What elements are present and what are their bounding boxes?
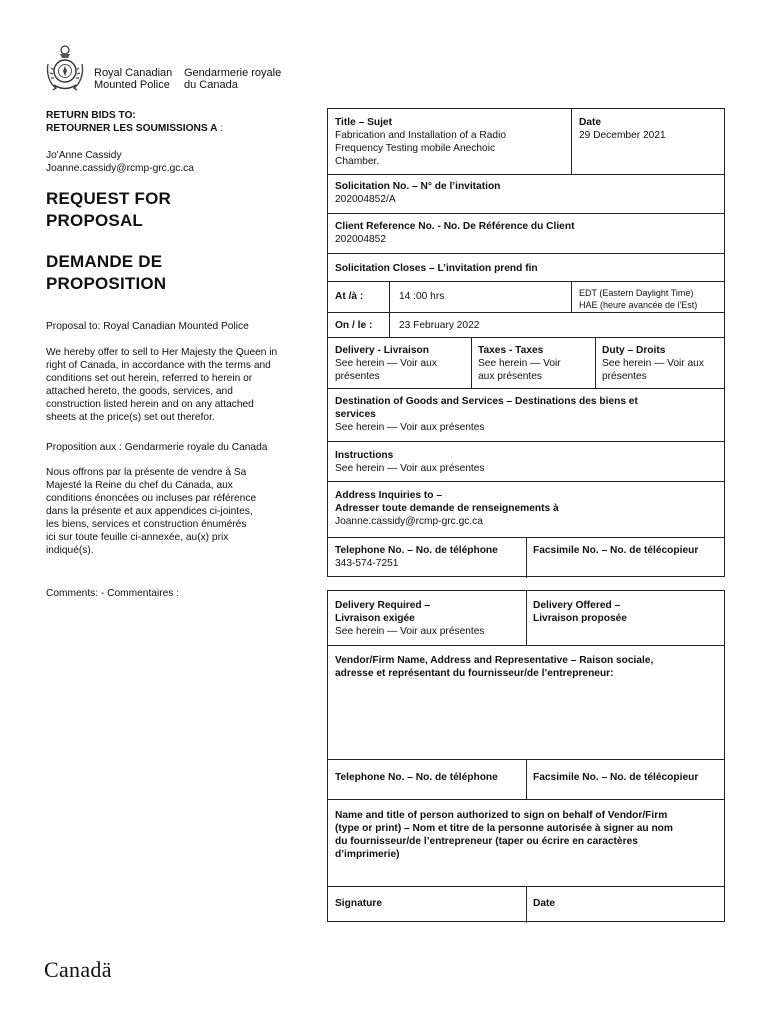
on-value: 23 February 2022: [399, 320, 480, 331]
proposition-aux: Proposition aux : Gendarmerie royale du Canada: [46, 442, 268, 453]
vendor-fax-label: Facsimile No. – No. de télécopieur: [533, 772, 699, 783]
delivery-required-cell: Delivery Required – Livraison exigée See herein — Voir aux présentes: [335, 600, 485, 637]
on-label: On / le :: [335, 320, 373, 331]
client-ref-cell: Client Reference No. - No. De Référence du Client 202004852: [328, 217, 724, 249]
vendor-date-label: Date: [533, 898, 556, 909]
destination-cell: Destination of Goods and Services – Destinations des biens et services See herein — Voir aux présentes: [328, 392, 724, 437]
contact-name: Jo'Anne Cassidy: [46, 150, 122, 161]
title-fr: DEMANDE DE PROPOSITION: [46, 252, 167, 293]
inquiries-cell: Address Inquiries to – Adresser toute demande de renseignements à Joanne.cassidy@rcmp-grc.gc.ca: [328, 486, 724, 531]
authorized-person-label: Name and title of person authorized to sign on behalf of Vendor/Firm (type or print) – Nom et titre de la personne autorisée à signer au nom du fournisseur/de l’entrepreneur (taper ou écrire en caractères d’imprimerie): [335, 810, 673, 860]
closes-label: Solicitation Closes – L’invitation prend fin: [335, 263, 538, 274]
solicitation-form: [327, 108, 725, 577]
date-cell: Date 29 December 2021: [572, 113, 722, 145]
comments-label: Comments: - Commentaires :: [46, 588, 180, 599]
delivery-cell: Delivery - Livraison See herein — Voir aux présentes: [335, 345, 437, 382]
fax-cell: Facsimile No. – No. de télécopieur: [533, 545, 699, 556]
vendor-phone-label: Telephone No. – No. de téléphone: [335, 772, 498, 783]
offer-text-en: We hereby offer to sell to Her Majesty the Queen in right of Canada, in accordance with the terms and conditions set out herein, referred to herein or attached hereto, the goods, services, and construction listed herein and on any attached sheets at the price(s) set out therefor.: [46, 347, 278, 423]
inquiries-email: Joanne.cassidy@rcmp-grc.gc.ca: [335, 516, 483, 527]
title-en: REQUEST FOR PROPOSAL: [46, 189, 171, 230]
solicitation-no-value: 202004852/A: [335, 194, 396, 205]
taxes-cell: Taxes - Taxes See herein — Voir aux présentes: [478, 345, 561, 382]
title-cell: Title – Sujet Fabrication and Installation of a Radio Frequency Testing mobile Anechoic Chamber.: [328, 113, 573, 171]
contact-block: [46, 149, 316, 175]
agency-name-fr: Gendarmerie royale du Canada: [184, 67, 282, 91]
client-ref-value: 202004852: [335, 234, 386, 245]
delivery-offered-cell: Delivery Offered – Livraison proposée: [533, 600, 627, 624]
canada-wordmark: Canadä: [44, 957, 112, 982]
contact-email: Joanne.cassidy@rcmp-grc.gc.ca: [46, 163, 194, 174]
vendor-name-label: Vendor/Firm Name, Address and Representative – Raison sociale, adresse et représentant du fournisseur/de l’entrepreneur:: [335, 655, 654, 679]
phone-cell: Telephone No. – No. de téléphone 343-574-7251: [328, 541, 526, 573]
date-value: 29 December 2021: [579, 130, 666, 141]
signature-label: Signature: [335, 898, 382, 909]
instructions-cell: Instructions See herein — Voir aux présentes: [328, 446, 724, 478]
at-label: At /à :: [335, 291, 364, 302]
duty-cell: Duty – Droits See herein — Voir aux présentes: [602, 345, 704, 382]
destination-value: See herein — Voir aux présentes: [335, 422, 485, 433]
instructions-value: See herein — Voir aux présentes: [335, 463, 485, 474]
vendor-form: [327, 590, 725, 922]
solicitation-no-cell: Solicitation No. – N° de l’invitation 202004852/A: [328, 177, 724, 209]
proposal-to: Proposal to: Royal Canadian Mounted Police: [46, 321, 249, 332]
return-bids-heading: RETURN BIDS TO: RETOURNER LES SOUMISSIONS A :: [46, 110, 224, 134]
offer-text-fr: Nous offrons par la présente de vendre à Sa Majesté la Reine du chef du Canada, aux conditions énoncées ou incluses par référence dans la présente et aux appendices ci-jointes, les biens, services et construction énumérés ici sur toute feuille ci-annexée, au(x) prix indiqué(s).: [46, 467, 257, 556]
phone-value: 343-574-7251: [335, 558, 399, 569]
agency-name-en: Royal Canadian Mounted Police: [94, 67, 173, 91]
timezone: EDT (Eastern Daylight Time) HAE (heure avancée de l'Est): [579, 288, 698, 310]
rcmp-crest-logo: [44, 44, 86, 92]
at-value: 14 :00 hrs: [399, 291, 445, 302]
title-value: Fabrication and Installation of a Radio Frequency Testing mobile Anechoic Chamber.: [335, 130, 507, 167]
